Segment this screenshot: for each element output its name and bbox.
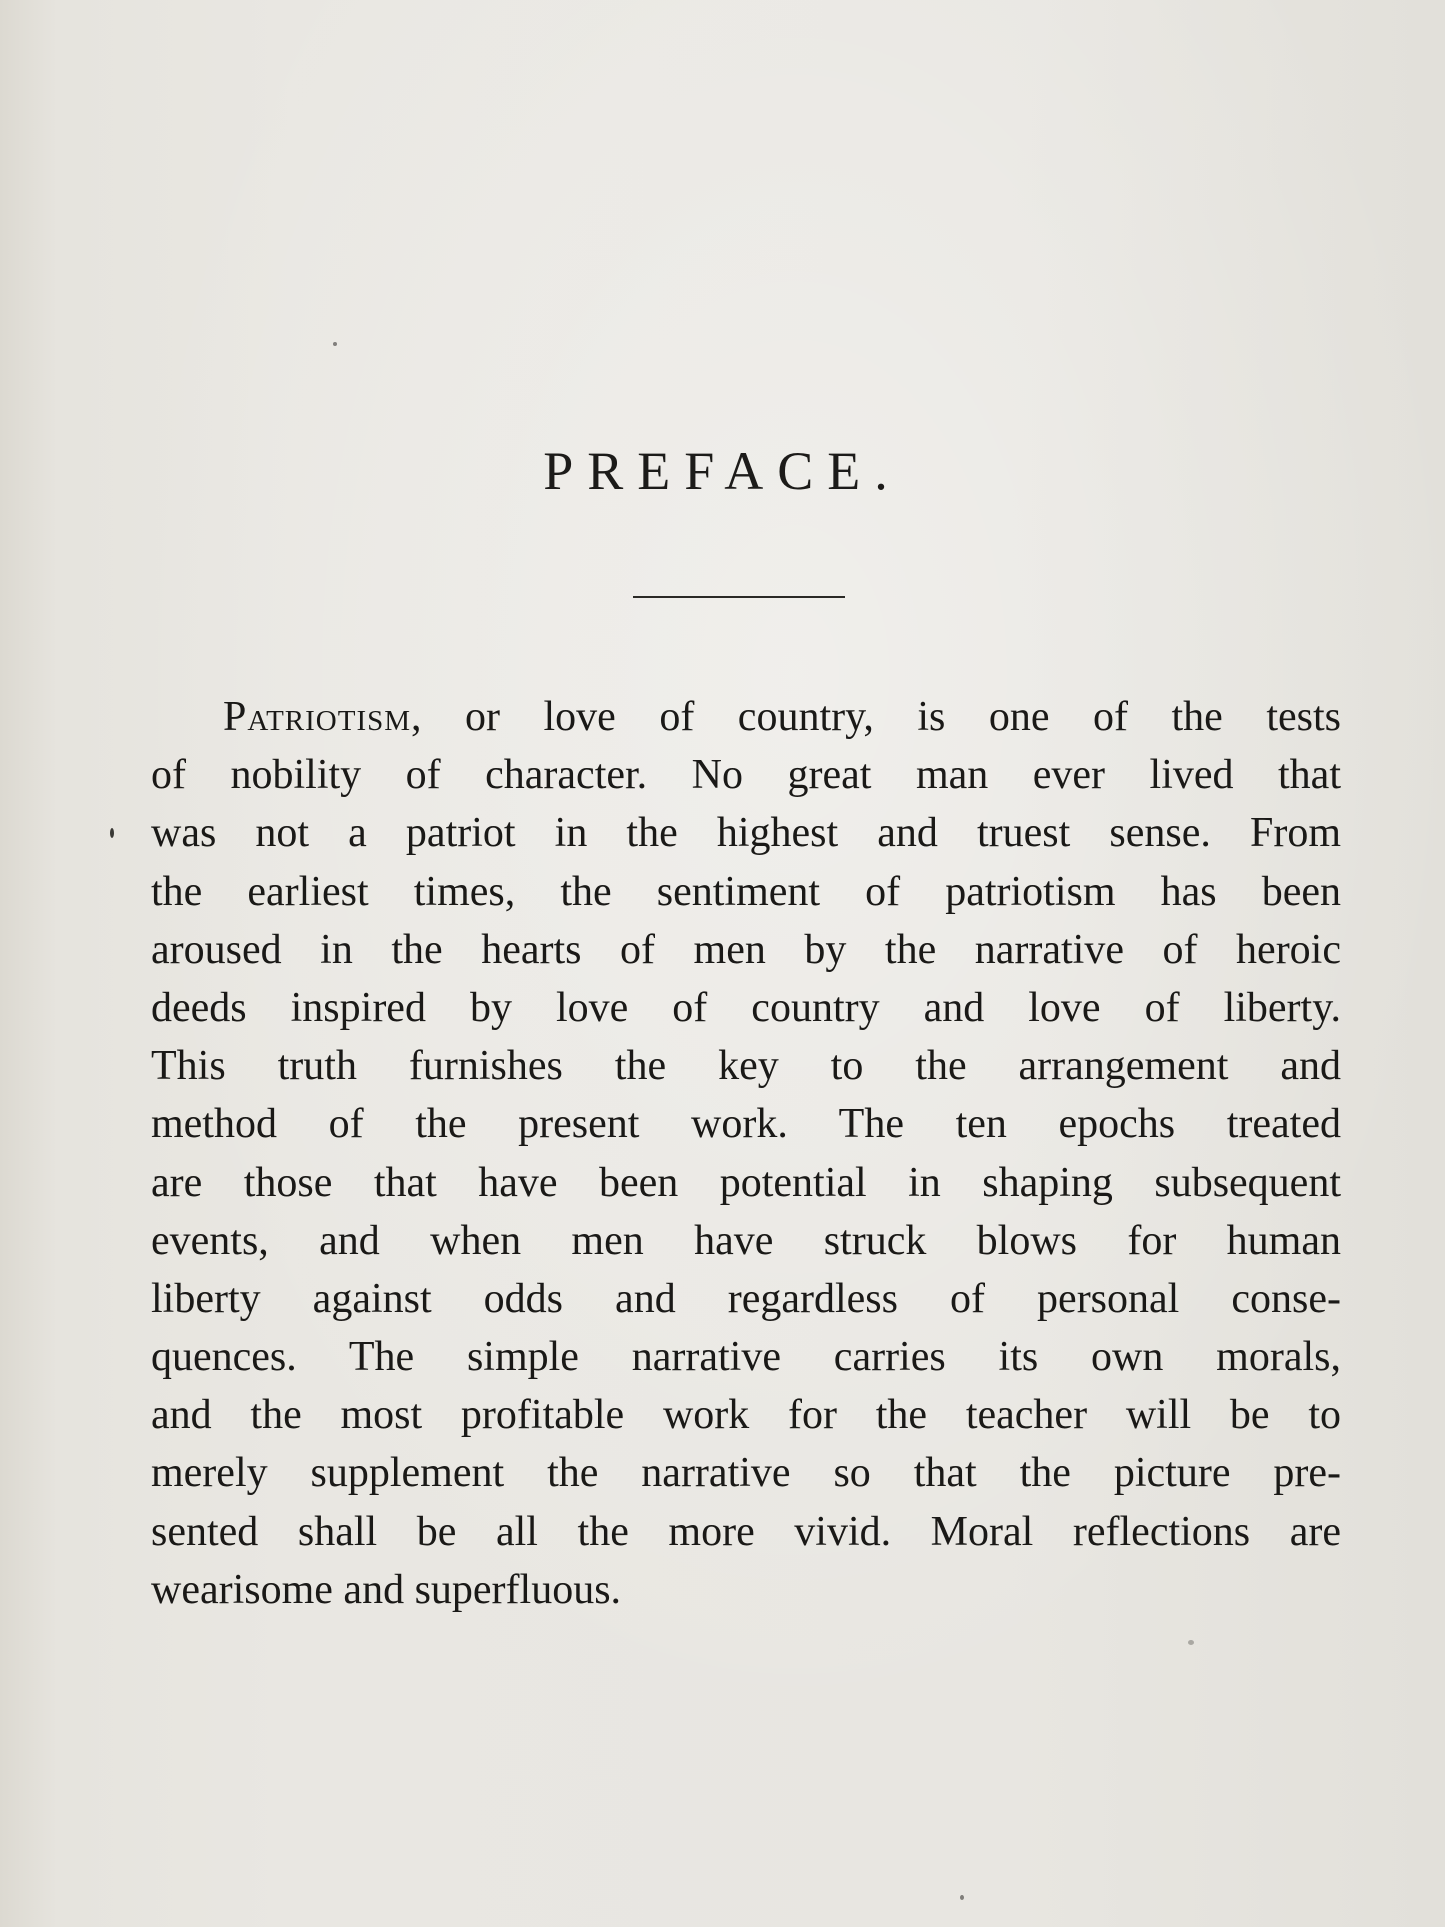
ink-speck	[960, 1895, 964, 1900]
paragraph-line: quences. The simple narrative carries its own morals,	[151, 1334, 1341, 1381]
paragraph-line: wearisome and superfluous.	[151, 1566, 622, 1613]
page-title: PREFACE.	[543, 441, 902, 501]
paragraph-line: aroused in the hearts of men by the narrative of heroic	[151, 926, 1341, 973]
paragraph-line: and the most profitable work for the teacher will be to	[151, 1392, 1341, 1439]
paragraph-line: sented shall be all the more vivid. Moral reflections are	[151, 1508, 1341, 1555]
first-word: Patriotism	[223, 694, 412, 740]
paragraph-line: was not a patriot in the highest and truest sense. From	[151, 810, 1341, 857]
ink-speck	[1188, 1640, 1194, 1645]
paragraph-line: deeds inspired by love of country and love of liberty.	[151, 984, 1341, 1031]
paragraph-line: merely supplement the narrative so that the picture pre-	[151, 1450, 1341, 1497]
paragraph-line: method of the present work. The ten epochs treated	[151, 1101, 1341, 1148]
paragraph-line: This truth furnishes the key to the arrangement and	[151, 1043, 1341, 1090]
paragraph-line: events, and when men have struck blows for human	[151, 1217, 1341, 1264]
title-divider	[633, 596, 845, 598]
paragraph-line: liberty against odds and regardless of personal conse-	[151, 1275, 1341, 1322]
paragraph-line: Patriotism, or love of country, is one of the tests	[223, 694, 1341, 740]
preface-paragraph	[151, 688, 1351, 1619]
paragraph-line: are those that have been potential in shaping subsequent	[151, 1159, 1341, 1206]
paragraph-line: of nobility of character. No great man ever lived that	[151, 752, 1341, 799]
ink-speck	[110, 828, 114, 838]
paragraph-line: the earliest times, the sentiment of patriotism has been	[151, 868, 1341, 915]
ink-speck	[333, 342, 337, 346]
